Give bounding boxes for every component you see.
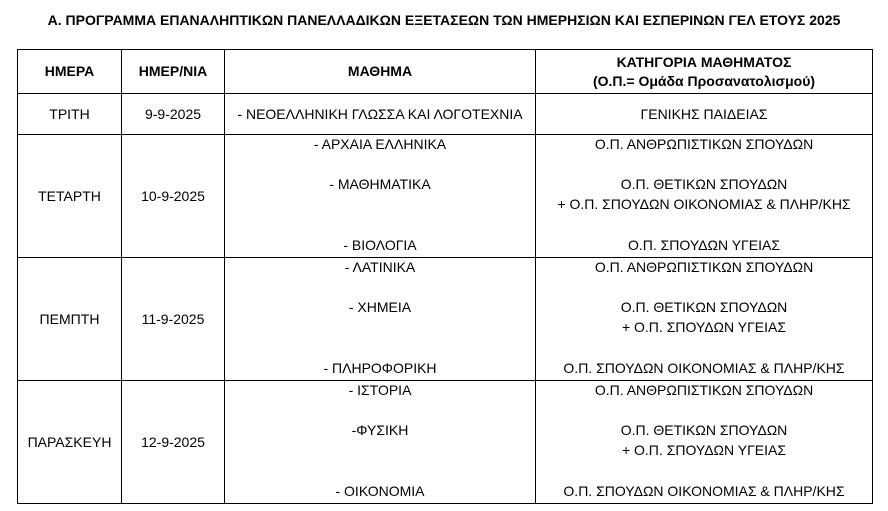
subject-item: - ΟΙΚΟΝΟΜΙΑ <box>335 483 425 499</box>
category-item: Ο.Π. ΣΠΟΥΔΩΝ ΥΓΕΙΑΣ <box>627 237 780 253</box>
date-cell: 11-9-2025 <box>122 258 225 381</box>
category-item: Ο.Π. ΑΝΘΡΩΠΙΣΤΙΚΩΝ ΣΠΟΥΔΩΝ <box>594 382 814 398</box>
header-day: ΗΜΕΡΑ <box>18 50 122 94</box>
category-item: Ο.Π. ΘΕΤΙΚΩΝ ΣΠΟΥΔΩΝ <box>620 422 788 438</box>
date-cell: 9-9-2025 <box>122 94 225 135</box>
category-item: + Ο.Π. ΣΠΟΥΔΩΝ ΥΓΕΙΑΣ <box>621 442 787 458</box>
category-cell <box>536 381 873 504</box>
subject-item: - ΛΑΤΙΝΙΚΑ <box>344 259 416 275</box>
category-cell <box>536 258 873 381</box>
subject-list <box>225 381 535 501</box>
exam-schedule-table <box>17 49 873 504</box>
subject-item: -ΦΥΣΙΚΗ <box>351 422 409 438</box>
category-item: + Ο.Π. ΣΠΟΥΔΩΝ ΟΙΚΟΝΟΜΙΑΣ & ΠΛΗΡ/ΚΗΣ <box>557 196 851 212</box>
subject-item: - ΧΗΜΕΙΑ <box>348 299 412 315</box>
category-item: Ο.Π. ΘΕΤΙΚΩΝ ΣΠΟΥΔΩΝ <box>620 299 788 315</box>
header-category <box>536 50 873 94</box>
category-list <box>536 135 872 255</box>
subject-item: - ΜΑΘΗΜΑΤΙΚΑ <box>329 176 431 192</box>
category-list <box>536 258 872 378</box>
document-title: Α. ΠΡΟΓΡΑΜΜΑ ΕΠΑΝΑΛΗΠΤΙΚΩΝ ΠΑΝΕΛΛΑΔΙΚΩΝ ΕΞΕΤΑΣΕΩΝ ΤΩΝ ΗΜΕΡΗΣΙΩΝ ΚΑΙ ΕΣΠΕΡΙΝΩΝ ΓΕΛ ΕΤΟΥΣ 2025 <box>47 12 841 28</box>
category-cell: ΓΕΝΙΚΗΣ ΠΑΙΔΕΙΑΣ <box>536 94 873 135</box>
category-item: Ο.Π. ΣΠΟΥΔΩΝ ΟΙΚΟΝΟΜΙΑΣ & ΠΛΗΡ/ΚΗΣ <box>563 360 845 376</box>
subject-cell <box>225 258 536 381</box>
category-list <box>536 381 872 501</box>
category-item: Ο.Π. ΑΝΘΡΩΠΙΣΤΙΚΩΝ ΣΠΟΥΔΩΝ <box>594 259 814 275</box>
date-cell: 12-9-2025 <box>122 381 225 504</box>
subject-list <box>225 135 535 255</box>
subject-item: - ΙΣΤΟΡΙΑ <box>348 382 412 398</box>
category-item: Ο.Π. ΑΝΘΡΩΠΙΣΤΙΚΩΝ ΣΠΟΥΔΩΝ <box>594 136 814 152</box>
table-row <box>18 135 873 258</box>
category-item: + Ο.Π. ΣΠΟΥΔΩΝ ΥΓΕΙΑΣ <box>621 319 787 335</box>
day-cell: ΠΕΜΠΤΗ <box>18 258 122 381</box>
category-cell <box>536 135 873 258</box>
header-category-title: ΚΑΤΗΓΟΡΙΑ ΜΑΘΗΜΑΤΟΣ <box>616 53 792 70</box>
header-category-note: (Ο.Π.= Ομάδα Προσανατολισμού) <box>592 72 816 89</box>
day-cell: ΤΡΙΤΗ <box>18 94 122 135</box>
header-date: ΗΜΕΡ/ΝΙΑ <box>122 50 225 94</box>
table-row <box>18 94 873 135</box>
table-row <box>18 381 873 504</box>
category-item: Ο.Π. ΘΕΤΙΚΩΝ ΣΠΟΥΔΩΝ <box>620 176 788 192</box>
subject-cell <box>225 135 536 258</box>
subject-cell: - ΝΕΟΕΛΛΗΝΙΚΗ ΓΛΩΣΣΑ ΚΑΙ ΛΟΓΟΤΕΧΝΙΑ <box>225 94 536 135</box>
day-cell: ΠΑΡΑΣΚΕΥΗ <box>18 381 122 504</box>
subject-item: - ΠΛΗΡΟΦΟΡΙΚΗ <box>323 360 437 376</box>
category-item: Ο.Π. ΣΠΟΥΔΩΝ ΟΙΚΟΝΟΜΙΑΣ & ΠΛΗΡ/ΚΗΣ <box>563 483 845 499</box>
subject-cell <box>225 381 536 504</box>
day-cell: ΤΕΤΑΡΤΗ <box>18 135 122 258</box>
subject-list <box>225 258 535 378</box>
table-header-row <box>18 50 873 94</box>
subject-item: - ΒΙΟΛΟΓΙΑ <box>343 237 417 253</box>
header-subject: ΜΑΘΗΜΑ <box>225 50 536 94</box>
subject-item: - ΑΡΧΑΙΑ ΕΛΛΗΝΙΚΑ <box>313 136 447 152</box>
date-cell: 10-9-2025 <box>122 135 225 258</box>
table-row <box>18 258 873 381</box>
